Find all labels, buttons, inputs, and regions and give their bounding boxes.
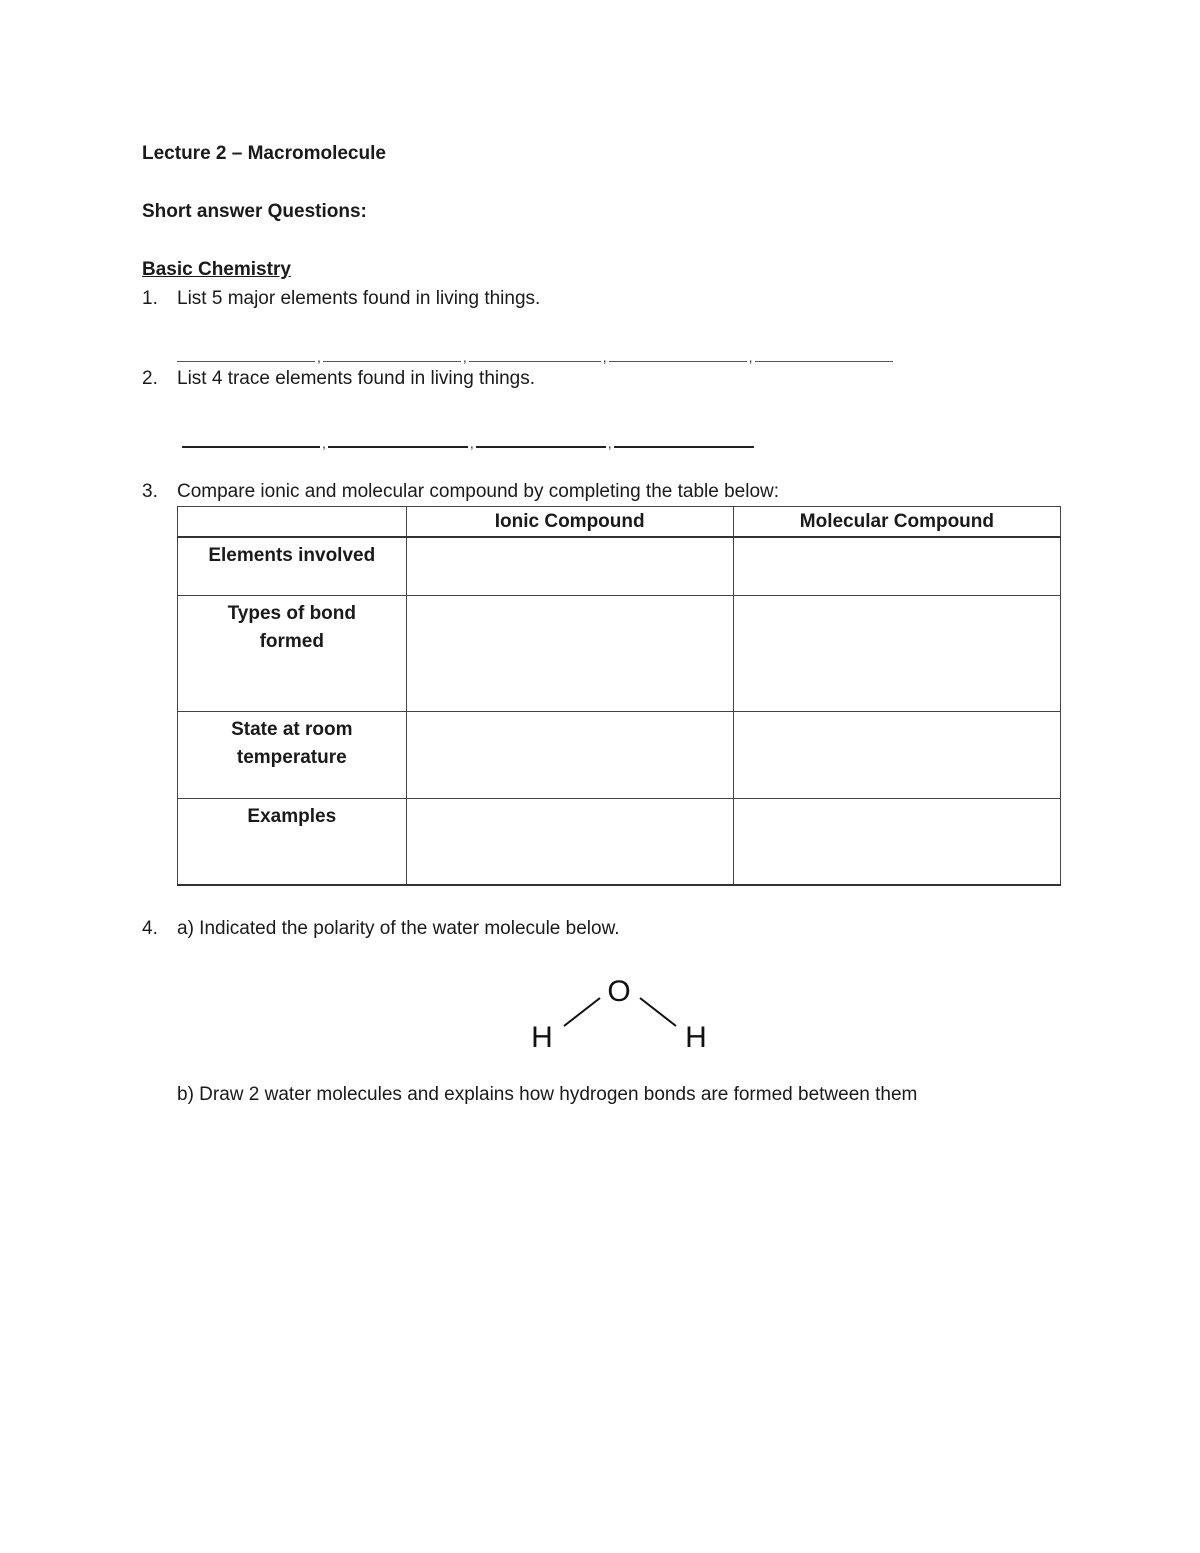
comparison-table <box>177 506 1061 886</box>
question-1-answer-blanks: , , , , <box>177 352 893 362</box>
answer-cell[interactable] <box>733 711 1060 798</box>
answer-blank[interactable] <box>755 360 893 362</box>
question-4b-text: b) Draw 2 water molecules and explains how hydrogen bonds are formed between them <box>177 1084 918 1105</box>
question-4-number: 4. <box>142 918 158 939</box>
row-label-line: Types of bond <box>227 602 356 624</box>
table-row <box>178 537 1061 595</box>
section-subtitle: Short answer Questions: <box>142 201 367 222</box>
answer-blank[interactable] <box>328 445 468 448</box>
row-label-elements-involved: Elements involved <box>178 537 407 595</box>
hydrogen-atom-right-label: H <box>685 1021 707 1054</box>
table-row <box>178 798 1061 885</box>
row-label-examples: Examples <box>178 798 407 885</box>
table-row <box>178 711 1061 798</box>
answer-cell[interactable] <box>406 798 733 885</box>
answer-cell[interactable] <box>406 537 733 595</box>
row-label-state-at-room-temperature <box>178 711 407 798</box>
answer-blank[interactable] <box>182 445 320 448</box>
question-2-number: 2. <box>142 368 158 389</box>
question-4a-text: a) Indicated the polarity of the water molecule below. <box>177 918 620 939</box>
bond-line-left <box>564 998 600 1026</box>
table-row <box>178 595 1061 711</box>
document-title: Lecture 2 – Macromolecule <box>142 143 386 164</box>
section-heading: Basic Chemistry <box>142 259 291 280</box>
answer-cell[interactable] <box>733 595 1060 711</box>
table-header-empty <box>178 507 407 538</box>
oxygen-atom-label: O <box>607 975 631 1008</box>
answer-blank[interactable] <box>476 445 606 448</box>
table-header-ionic: Ionic Compound <box>406 507 733 538</box>
answer-blank[interactable] <box>323 360 461 362</box>
answer-blank[interactable] <box>609 360 747 362</box>
question-2-text: List 4 trace elements found in living things. <box>177 368 536 389</box>
hydrogen-atom-left-label: H <box>531 1021 553 1054</box>
answer-blank[interactable] <box>614 445 754 448</box>
table-header-molecular: Molecular Compound <box>733 507 1060 538</box>
answer-blank[interactable] <box>469 360 601 362</box>
answer-cell[interactable] <box>733 537 1060 595</box>
water-molecule-diagram <box>520 965 720 1055</box>
answer-cell[interactable] <box>733 798 1060 885</box>
row-label-types-of-bond <box>178 595 407 711</box>
answer-blank[interactable] <box>177 360 315 362</box>
answer-cell[interactable] <box>406 711 733 798</box>
question-3-number: 3. <box>142 481 158 502</box>
bond-line-right <box>640 998 676 1026</box>
answer-cell[interactable] <box>406 595 733 711</box>
table-header-row <box>178 507 1061 538</box>
row-label-line: State at room <box>231 718 353 740</box>
row-label-line: formed <box>259 630 324 652</box>
question-1-text: List 5 major elements found in living things. <box>177 288 541 309</box>
row-label-line: temperature <box>236 746 347 768</box>
question-3-text: Compare ionic and molecular compound by completing the table below: <box>177 481 780 502</box>
question-2-answer-blanks: , , , <box>182 438 754 448</box>
question-1-number: 1. <box>142 288 158 309</box>
